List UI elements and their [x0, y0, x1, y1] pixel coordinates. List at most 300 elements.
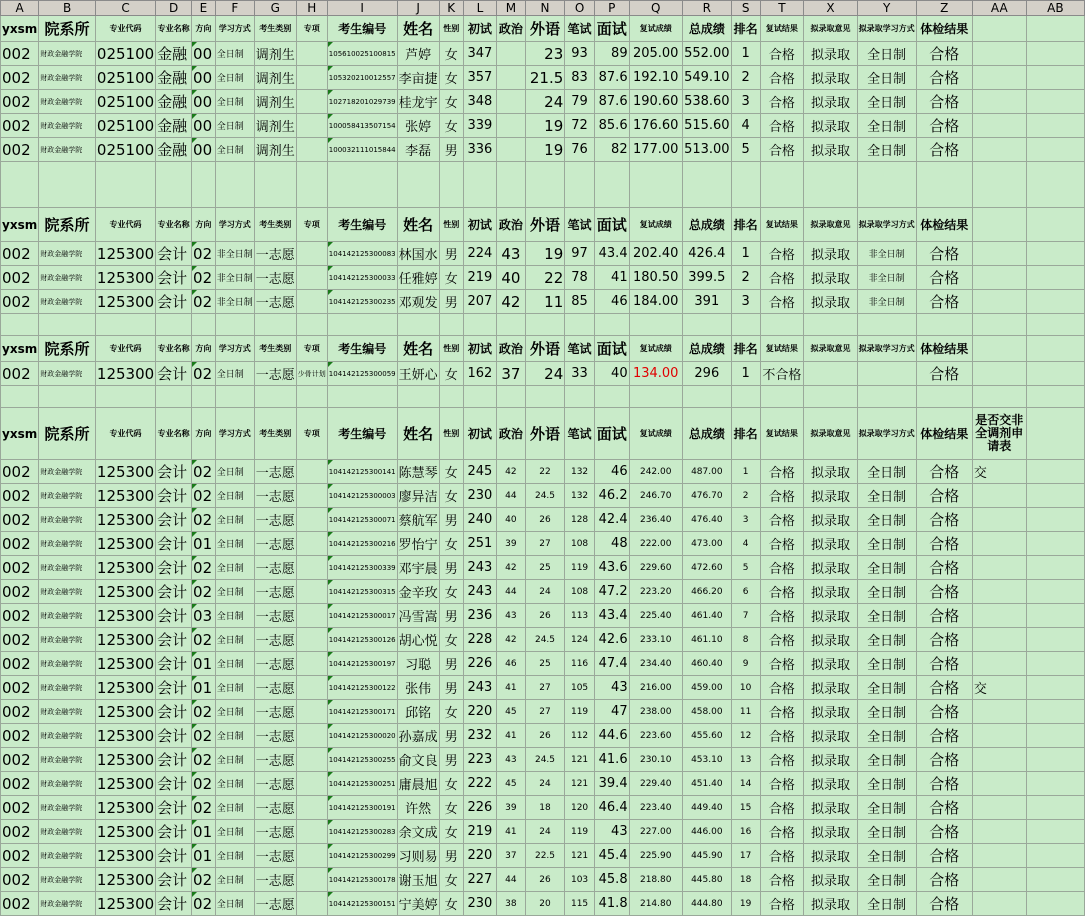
cell-empty[interactable]: [916, 162, 972, 208]
cell-gender[interactable]: 女: [439, 114, 463, 138]
cell-foreign[interactable]: 20: [525, 892, 565, 916]
cell-empty[interactable]: [629, 386, 682, 408]
cell-politics[interactable]: 43: [497, 604, 526, 628]
cell-yxsm[interactable]: 002: [1, 628, 39, 652]
cell-major-name[interactable]: 会计: [156, 676, 192, 700]
cell-retest-result[interactable]: 合格: [760, 628, 804, 652]
cell-retest-result[interactable]: 合格: [760, 748, 804, 772]
cell-name[interactable]: 李亩捷: [397, 66, 439, 90]
column-header-R[interactable]: R: [682, 1, 731, 16]
cell-yxsm[interactable]: 002: [1, 580, 39, 604]
header-rank[interactable]: 排名: [731, 336, 760, 362]
cell-study-mode[interactable]: 全日制: [215, 724, 254, 748]
cell-adjust-form[interactable]: [972, 652, 1026, 676]
cell-gender[interactable]: 女: [439, 580, 463, 604]
cell-major-code[interactable]: 125300: [95, 772, 155, 796]
cell-empty[interactable]: [804, 162, 857, 208]
cell-gender[interactable]: 女: [439, 532, 463, 556]
cell-empty[interactable]: [972, 42, 1026, 66]
cell-dept[interactable]: 财政金融学院: [39, 820, 96, 844]
cell-interview[interactable]: 42.6: [594, 628, 629, 652]
header-interview[interactable]: 面试: [594, 208, 629, 242]
cell-yxsm[interactable]: 002: [1, 266, 39, 290]
cell-foreign[interactable]: 26: [525, 604, 565, 628]
cell-yxsm[interactable]: 002: [1, 460, 39, 484]
cell-exam-type[interactable]: 一志愿: [254, 362, 296, 386]
header-physical[interactable]: 体检结果: [916, 16, 972, 42]
cell-exam-type[interactable]: 调剂生: [254, 42, 296, 66]
cell-exam-no[interactable]: 104142125300299: [327, 844, 397, 868]
cell-physical[interactable]: 合格: [916, 772, 972, 796]
column-header-P[interactable]: P: [594, 1, 629, 16]
cell-retest-score[interactable]: 223.60: [629, 724, 682, 748]
cell-dept[interactable]: 财政金融学院: [39, 796, 96, 820]
cell-major-name[interactable]: 会计: [156, 266, 192, 290]
cell-physical[interactable]: 合格: [916, 66, 972, 90]
cell-study-mode[interactable]: 全日制: [215, 362, 254, 386]
cell-politics[interactable]: [497, 114, 526, 138]
cell-retest-score[interactable]: 229.40: [629, 772, 682, 796]
cell-written[interactable]: 119: [565, 556, 595, 580]
cell-exam-no[interactable]: 104142125300017: [327, 604, 397, 628]
cell-exam-type[interactable]: 一志愿: [254, 724, 296, 748]
cell-initial[interactable]: 224: [463, 242, 496, 266]
header-retest-result[interactable]: 复试结果: [760, 408, 804, 460]
cell-major-name[interactable]: 会计: [156, 484, 192, 508]
cell-physical[interactable]: 合格: [916, 604, 972, 628]
cell-major-code[interactable]: 125300: [95, 362, 155, 386]
cell-exam-no[interactable]: 104142125300283: [327, 820, 397, 844]
cell-initial[interactable]: 207: [463, 290, 496, 314]
cell-rank[interactable]: 4: [731, 114, 760, 138]
cell-empty[interactable]: [1026, 604, 1084, 628]
cell-exam-type[interactable]: 一志愿: [254, 772, 296, 796]
cell-major-name[interactable]: 会计: [156, 772, 192, 796]
cell-retest-result[interactable]: 合格: [760, 460, 804, 484]
cell-empty[interactable]: [1, 314, 39, 336]
cell-empty[interactable]: [525, 314, 565, 336]
cell-written[interactable]: 119: [565, 820, 595, 844]
cell-gender[interactable]: 女: [439, 362, 463, 386]
cell-major-name[interactable]: 会计: [156, 580, 192, 604]
header-foreign[interactable]: 外语: [525, 208, 565, 242]
cell-interview[interactable]: 45.8: [594, 868, 629, 892]
cell-adjust-form[interactable]: [972, 484, 1026, 508]
header-direction[interactable]: 方向: [192, 208, 216, 242]
cell-exam-no[interactable]: 104142125300255: [327, 748, 397, 772]
header-gender[interactable]: 性别: [439, 336, 463, 362]
cell-written[interactable]: 103: [565, 868, 595, 892]
cell-study-mode[interactable]: 全日制: [215, 604, 254, 628]
cell-admit-mode[interactable]: 全日制: [857, 820, 916, 844]
cell-politics[interactable]: 41: [497, 676, 526, 700]
header-written[interactable]: 笔试: [565, 16, 595, 42]
cell-name[interactable]: 邓宇晨: [397, 556, 439, 580]
cell-physical[interactable]: 合格: [916, 42, 972, 66]
cell-special[interactable]: [296, 676, 327, 700]
cell-admit-mode[interactable]: 非全日制: [857, 266, 916, 290]
cell-empty[interactable]: [95, 314, 155, 336]
cell-special[interactable]: [296, 868, 327, 892]
cell-adjust-form[interactable]: [972, 604, 1026, 628]
cell-exam-no[interactable]: 104142125300191: [327, 796, 397, 820]
header-special[interactable]: 专项: [296, 336, 327, 362]
cell-study-mode[interactable]: 全日制: [215, 628, 254, 652]
cell-empty[interactable]: [731, 386, 760, 408]
cell-empty[interactable]: [296, 314, 327, 336]
cell-major-code[interactable]: 125300: [95, 460, 155, 484]
cell-physical[interactable]: 合格: [916, 844, 972, 868]
cell-major-code[interactable]: 125300: [95, 796, 155, 820]
cell-initial[interactable]: 222: [463, 772, 496, 796]
cell-interview[interactable]: 89: [594, 42, 629, 66]
cell-foreign[interactable]: 18: [525, 796, 565, 820]
header-admit-opinion[interactable]: 拟录取意见: [804, 208, 857, 242]
cell-direction[interactable]: 01: [192, 844, 216, 868]
cell-dept[interactable]: 财政金融学院: [39, 362, 96, 386]
header-foreign[interactable]: 外语: [525, 408, 565, 460]
cell-retest-score[interactable]: 176.60: [629, 114, 682, 138]
cell-special[interactable]: [296, 66, 327, 90]
cell-exam-no[interactable]: 104142125300033: [327, 266, 397, 290]
cell-exam-type[interactable]: 一志愿: [254, 460, 296, 484]
cell-empty[interactable]: [1026, 748, 1084, 772]
cell-name[interactable]: 邓观发: [397, 290, 439, 314]
cell-yxsm[interactable]: 002: [1, 820, 39, 844]
cell-exam-type[interactable]: 一志愿: [254, 868, 296, 892]
cell-major-name[interactable]: 会计: [156, 290, 192, 314]
cell-major-name[interactable]: 会计: [156, 362, 192, 386]
cell-exam-no[interactable]: 105610025100815: [327, 42, 397, 66]
cell-foreign[interactable]: 22.5: [525, 844, 565, 868]
header-admit-mode[interactable]: 拟录取学习方式: [857, 336, 916, 362]
cell-major-name[interactable]: 金融: [156, 66, 192, 90]
cell-empty[interactable]: [463, 162, 496, 208]
cell-initial[interactable]: 336: [463, 138, 496, 162]
cell-interview[interactable]: 41.8: [594, 892, 629, 916]
cell-written[interactable]: 72: [565, 114, 595, 138]
cell-gender[interactable]: 男: [439, 652, 463, 676]
cell-rank[interactable]: 19: [731, 892, 760, 916]
cell-empty[interactable]: [972, 362, 1026, 386]
cell-admit-opinion[interactable]: 拟录取: [804, 42, 857, 66]
cell-empty[interactable]: [156, 314, 192, 336]
cell-exam-no[interactable]: 104142125300235: [327, 290, 397, 314]
cell-retest-score[interactable]: 134.00: [629, 362, 682, 386]
cell-foreign[interactable]: 21.5: [525, 66, 565, 90]
cell-admit-mode[interactable]: 全日制: [857, 508, 916, 532]
cell-interview[interactable]: 41.6: [594, 748, 629, 772]
cell-physical[interactable]: 合格: [916, 362, 972, 386]
cell-special[interactable]: [296, 748, 327, 772]
cell-study-mode[interactable]: 全日制: [215, 700, 254, 724]
cell-exam-type[interactable]: 一志愿: [254, 652, 296, 676]
header-initial[interactable]: 初试: [463, 336, 496, 362]
cell-gender[interactable]: 男: [439, 242, 463, 266]
cell-dept[interactable]: 财政金融学院: [39, 114, 96, 138]
cell-study-mode[interactable]: 全日制: [215, 772, 254, 796]
cell-major-code[interactable]: 125300: [95, 628, 155, 652]
cell-empty[interactable]: [594, 314, 629, 336]
cell-exam-type[interactable]: 一志愿: [254, 892, 296, 916]
cell-written[interactable]: 105: [565, 676, 595, 700]
header-written[interactable]: 笔试: [565, 336, 595, 362]
cell-dept[interactable]: 财政金融学院: [39, 556, 96, 580]
cell-admit-opinion[interactable]: 拟录取: [804, 580, 857, 604]
cell-politics[interactable]: 43: [497, 748, 526, 772]
cell-gender[interactable]: 女: [439, 868, 463, 892]
cell-retest-score[interactable]: 223.20: [629, 580, 682, 604]
header-study-mode[interactable]: 学习方式: [215, 336, 254, 362]
cell-politics[interactable]: [497, 90, 526, 114]
cell-empty[interactable]: [972, 336, 1026, 362]
cell-foreign[interactable]: 27: [525, 700, 565, 724]
cell-admit-opinion[interactable]: 拟录取: [804, 266, 857, 290]
cell-dept[interactable]: 财政金融学院: [39, 652, 96, 676]
cell-special[interactable]: [296, 114, 327, 138]
cell-empty[interactable]: [1026, 266, 1084, 290]
cell-special[interactable]: [296, 580, 327, 604]
column-header-Y[interactable]: Y: [857, 1, 916, 16]
cell-politics[interactable]: 39: [497, 796, 526, 820]
cell-empty[interactable]: [629, 162, 682, 208]
cell-empty[interactable]: [1026, 508, 1084, 532]
header-politics[interactable]: 政治: [497, 208, 526, 242]
header-interview[interactable]: 面试: [594, 336, 629, 362]
cell-retest-score[interactable]: 230.10: [629, 748, 682, 772]
cell-total-score[interactable]: 445.90: [682, 844, 731, 868]
cell-total-score[interactable]: 476.70: [682, 484, 731, 508]
cell-physical[interactable]: 合格: [916, 114, 972, 138]
cell-politics[interactable]: 42: [497, 460, 526, 484]
cell-interview[interactable]: 46.2: [594, 484, 629, 508]
header-dept[interactable]: 院系所: [39, 16, 96, 42]
cell-name[interactable]: 桂龙宇: [397, 90, 439, 114]
cell-adjust-form[interactable]: [972, 508, 1026, 532]
cell-rank[interactable]: 2: [731, 66, 760, 90]
cell-total-score[interactable]: 552.00: [682, 42, 731, 66]
cell-special[interactable]: [296, 556, 327, 580]
cell-direction[interactable]: 02: [192, 892, 216, 916]
cell-empty[interactable]: [397, 162, 439, 208]
cell-rank[interactable]: 10: [731, 676, 760, 700]
cell-major-code[interactable]: 125300: [95, 700, 155, 724]
cell-special[interactable]: [296, 242, 327, 266]
cell-retest-result[interactable]: 合格: [760, 604, 804, 628]
cell-exam-no[interactable]: 102718201029739: [327, 90, 397, 114]
header-admit-mode[interactable]: 拟录取学习方式: [857, 16, 916, 42]
cell-total-score[interactable]: 549.10: [682, 66, 731, 90]
cell-politics[interactable]: 42: [497, 290, 526, 314]
cell-study-mode[interactable]: 全日制: [215, 868, 254, 892]
cell-exam-type[interactable]: 一志愿: [254, 796, 296, 820]
cell-study-mode[interactable]: 全日制: [215, 138, 254, 162]
header-special[interactable]: 专项: [296, 408, 327, 460]
header-major-name[interactable]: 专业名称: [156, 16, 192, 42]
cell-empty[interactable]: [916, 386, 972, 408]
cell-study-mode[interactable]: 全日制: [215, 508, 254, 532]
cell-empty[interactable]: [1026, 114, 1084, 138]
cell-special[interactable]: [296, 604, 327, 628]
cell-physical[interactable]: 合格: [916, 242, 972, 266]
cell-study-mode[interactable]: 非全日制: [215, 266, 254, 290]
cell-retest-score[interactable]: 180.50: [629, 266, 682, 290]
cell-rank[interactable]: 16: [731, 820, 760, 844]
cell-admit-opinion[interactable]: 拟录取: [804, 892, 857, 916]
cell-retest-score[interactable]: 225.40: [629, 604, 682, 628]
cell-retest-result[interactable]: 合格: [760, 580, 804, 604]
cell-major-code[interactable]: 125300: [95, 290, 155, 314]
cell-written[interactable]: 108: [565, 532, 595, 556]
header-special[interactable]: 专项: [296, 208, 327, 242]
cell-physical[interactable]: 合格: [916, 868, 972, 892]
column-header-E[interactable]: E: [192, 1, 216, 16]
cell-direction[interactable]: 02: [192, 700, 216, 724]
cell-major-code[interactable]: 125300: [95, 820, 155, 844]
cell-direction[interactable]: 01: [192, 676, 216, 700]
cell-retest-result[interactable]: 合格: [760, 676, 804, 700]
cell-admit-mode[interactable]: 全日制: [857, 138, 916, 162]
cell-exam-no[interactable]: 104142125300083: [327, 242, 397, 266]
cell-total-score[interactable]: 466.20: [682, 580, 731, 604]
cell-initial[interactable]: 219: [463, 266, 496, 290]
header-total-score[interactable]: 总成绩: [682, 208, 731, 242]
cell-written[interactable]: 115: [565, 892, 595, 916]
cell-major-name[interactable]: 会计: [156, 820, 192, 844]
cell-dept[interactable]: 财政金融学院: [39, 42, 96, 66]
cell-admit-mode[interactable]: 全日制: [857, 66, 916, 90]
cell-retest-result[interactable]: 合格: [760, 820, 804, 844]
cell-initial[interactable]: 357: [463, 66, 496, 90]
cell-name[interactable]: 廖异洁: [397, 484, 439, 508]
cell-total-score[interactable]: 451.40: [682, 772, 731, 796]
cell-empty[interactable]: [760, 314, 804, 336]
cell-empty[interactable]: [254, 386, 296, 408]
cell-exam-type[interactable]: 一志愿: [254, 580, 296, 604]
cell-gender[interactable]: 男: [439, 676, 463, 700]
column-header-K[interactable]: K: [439, 1, 463, 16]
cell-dept[interactable]: 财政金融学院: [39, 676, 96, 700]
cell-retest-result[interactable]: 不合格: [760, 362, 804, 386]
cell-admit-opinion[interactable]: 拟录取: [804, 242, 857, 266]
cell-yxsm[interactable]: 002: [1, 844, 39, 868]
cell-major-name[interactable]: 金融: [156, 114, 192, 138]
cell-name[interactable]: 胡心悦: [397, 628, 439, 652]
cell-study-mode[interactable]: 全日制: [215, 844, 254, 868]
cell-retest-result[interactable]: 合格: [760, 700, 804, 724]
cell-empty[interactable]: [1026, 820, 1084, 844]
cell-total-score[interactable]: 472.60: [682, 556, 731, 580]
cell-retest-score[interactable]: 223.40: [629, 796, 682, 820]
cell-dept[interactable]: 财政金融学院: [39, 772, 96, 796]
cell-special[interactable]: [296, 820, 327, 844]
cell-adjust-form[interactable]: [972, 580, 1026, 604]
cell-yxsm[interactable]: 002: [1, 114, 39, 138]
cell-exam-type[interactable]: 一志愿: [254, 676, 296, 700]
cell-admit-mode[interactable]: 全日制: [857, 748, 916, 772]
cell-admit-mode[interactable]: 全日制: [857, 844, 916, 868]
header-direction[interactable]: 方向: [192, 408, 216, 460]
cell-direction[interactable]: 02: [192, 556, 216, 580]
cell-empty[interactable]: [215, 162, 254, 208]
cell-yxsm[interactable]: 002: [1, 362, 39, 386]
cell-empty[interactable]: [463, 386, 496, 408]
cell-retest-score[interactable]: 238.00: [629, 700, 682, 724]
cell-direction[interactable]: 01: [192, 820, 216, 844]
cell-admit-mode[interactable]: 全日制: [857, 90, 916, 114]
cell-interview[interactable]: 44.6: [594, 724, 629, 748]
cell-exam-no[interactable]: 104142125300171: [327, 700, 397, 724]
header-yxsm[interactable]: yxsm: [1, 408, 39, 460]
cell-direction[interactable]: 02: [192, 628, 216, 652]
header-study-mode[interactable]: 学习方式: [215, 208, 254, 242]
cell-major-name[interactable]: 会计: [156, 556, 192, 580]
cell-direction[interactable]: 02: [192, 772, 216, 796]
cell-empty[interactable]: [327, 386, 397, 408]
cell-name[interactable]: 习则易: [397, 844, 439, 868]
cell-exam-no[interactable]: 105320210012557: [327, 66, 397, 90]
cell-empty[interactable]: [156, 386, 192, 408]
cell-physical[interactable]: 合格: [916, 676, 972, 700]
cell-admit-mode[interactable]: 全日制: [857, 796, 916, 820]
cell-written[interactable]: 121: [565, 844, 595, 868]
cell-major-name[interactable]: 会计: [156, 700, 192, 724]
header-retest-result[interactable]: 复试结果: [760, 208, 804, 242]
header-exam-no[interactable]: 考生编号: [327, 408, 397, 460]
cell-study-mode[interactable]: 全日制: [215, 748, 254, 772]
cell-foreign[interactable]: 23: [525, 42, 565, 66]
cell-adjust-form[interactable]: 交: [972, 460, 1026, 484]
header-dept[interactable]: 院系所: [39, 408, 96, 460]
cell-total-score[interactable]: 515.60: [682, 114, 731, 138]
cell-name[interactable]: 习聪: [397, 652, 439, 676]
cell-total-score[interactable]: 461.10: [682, 628, 731, 652]
cell-exam-type[interactable]: 一志愿: [254, 290, 296, 314]
cell-total-score[interactable]: 426.4: [682, 242, 731, 266]
cell-exam-type[interactable]: 一志愿: [254, 820, 296, 844]
cell-name[interactable]: 谢玉旭: [397, 868, 439, 892]
cell-interview[interactable]: 42.4: [594, 508, 629, 532]
cell-physical[interactable]: 合格: [916, 290, 972, 314]
header-physical[interactable]: 体检结果: [916, 408, 972, 460]
cell-rank[interactable]: 1: [731, 42, 760, 66]
cell-retest-score[interactable]: 190.60: [629, 90, 682, 114]
cell-politics[interactable]: 37: [497, 362, 526, 386]
cell-empty[interactable]: [731, 314, 760, 336]
header-major-name[interactable]: 专业名称: [156, 336, 192, 362]
cell-written[interactable]: 128: [565, 508, 595, 532]
header-retest-score[interactable]: 复试成绩: [629, 208, 682, 242]
header-initial[interactable]: 初试: [463, 408, 496, 460]
cell-empty[interactable]: [1026, 162, 1084, 208]
cell-study-mode[interactable]: 全日制: [215, 114, 254, 138]
header-yxsm[interactable]: yxsm: [1, 336, 39, 362]
cell-admit-opinion[interactable]: 拟录取: [804, 290, 857, 314]
cell-admit-opinion[interactable]: 拟录取: [804, 796, 857, 820]
cell-rank[interactable]: 1: [731, 362, 760, 386]
cell-special[interactable]: [296, 700, 327, 724]
cell-empty[interactable]: [296, 386, 327, 408]
cell-empty[interactable]: [192, 162, 216, 208]
cell-empty[interactable]: [1026, 532, 1084, 556]
header-study-mode[interactable]: 学习方式: [215, 16, 254, 42]
cell-total-score[interactable]: 487.00: [682, 460, 731, 484]
cell-empty[interactable]: [972, 138, 1026, 162]
cell-physical[interactable]: 合格: [916, 820, 972, 844]
column-header-N[interactable]: N: [525, 1, 565, 16]
cell-empty[interactable]: [1026, 242, 1084, 266]
cell-major-code[interactable]: 125300: [95, 532, 155, 556]
